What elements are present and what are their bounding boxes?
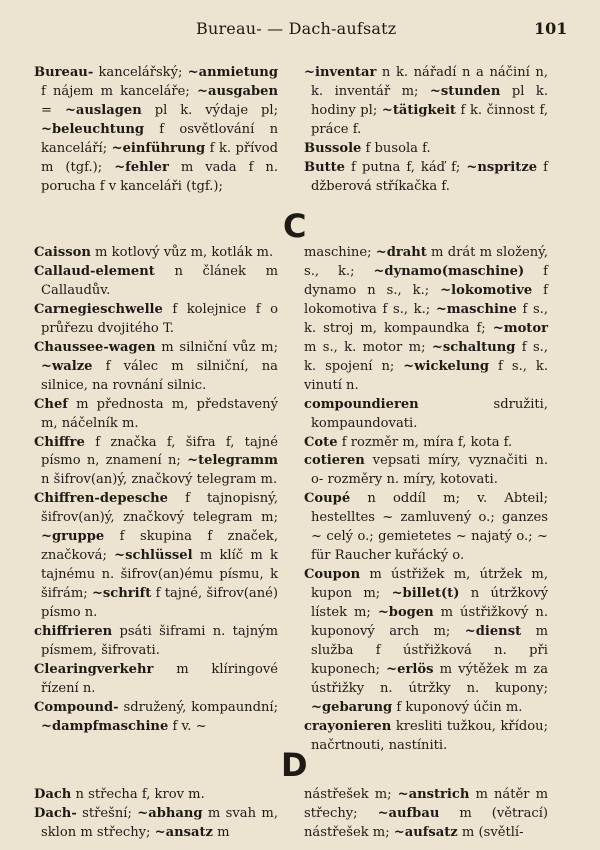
entry-text: m (větrací) nástřešek m;: [304, 805, 548, 840]
entry-text: m svah m, sklon m střechy;: [41, 805, 278, 840]
entry-text: f s., k. vinutí n.: [304, 358, 548, 393]
column-b-right: [304, 64, 548, 197]
entry-text: f kolejnice f o průřezu dvojitého T.: [41, 301, 278, 336]
entry-text: =: [41, 102, 65, 118]
entry-text: psáti šiframi n. tajným písmem, šifrovati.: [41, 624, 278, 659]
headword: Chiffren-depesche: [34, 491, 169, 507]
dictionary-entry: [304, 140, 548, 159]
headword: Caisson: [34, 245, 91, 260]
entry-text: f rozměr m, míra f, kota f.: [337, 434, 513, 450]
headword: ~aufbau: [377, 805, 440, 821]
dictionary-entry: [304, 718, 548, 756]
headword: ~ansatz: [154, 824, 213, 840]
column-b-left: [34, 64, 278, 197]
page-header: [0, 16, 600, 40]
entry-text: m výtěžek m za ústřižky n. útržky n. kupony;: [311, 661, 548, 696]
entry-text: f osvětlování n kanceláří;: [41, 121, 278, 156]
headword: ~beleuchtung: [41, 121, 145, 137]
headword: ~dynamo(maschine): [373, 263, 525, 279]
entry-text: f k. činnost f, práce f.: [311, 102, 548, 137]
headword: Dach-: [34, 805, 77, 821]
entry-text: kresliti tužkou, křídou; načrtnouti, nastíniti.: [311, 718, 548, 753]
headword: Coupon: [304, 567, 361, 583]
headword: ~schlüssel: [114, 548, 193, 564]
column-d-left: [34, 786, 278, 843]
headword: Bureau-: [34, 65, 94, 80]
headword: Carnegieschwelle: [34, 301, 163, 317]
entry-text: kancelářský;: [93, 65, 188, 80]
running-head: Bureau- — Dach-aufsatz: [196, 19, 397, 38]
column-c-left: [34, 244, 278, 737]
entry-text: m drát m složený, s., k.;: [304, 245, 548, 279]
dictionary-entry: [304, 159, 548, 197]
headword: ~gruppe: [41, 529, 105, 545]
entry-text: vepsati míry, vyznačiti n. o- rozměry n. míry, kotovati.: [311, 453, 548, 488]
headword: Chef: [34, 396, 68, 412]
dictionary-entry: [34, 623, 278, 661]
entry-text: f válec m silniční, na silnice, na rovnání silnic.: [41, 358, 278, 393]
headword: ~gebarung: [311, 699, 393, 715]
headword: ~nspritze: [466, 159, 538, 175]
headword: Dach: [34, 787, 72, 802]
entry-text: f k. přívod m (tgf.);: [41, 140, 279, 175]
headword: ~draht: [375, 245, 427, 260]
headword: ~motor: [492, 320, 548, 336]
headword: ~maschine: [435, 301, 517, 317]
entry-text: f busola f.: [361, 140, 431, 156]
dictionary-entry: [34, 339, 278, 396]
dictionary-entry: [34, 786, 278, 805]
dictionary-entry: [304, 452, 548, 490]
headword: ~ausgaben: [197, 83, 278, 99]
entry-text: n střecha f, krov m.: [71, 787, 205, 802]
entry-text: n článek m Callaudův.: [41, 263, 278, 298]
dictionary-entry: [34, 490, 278, 623]
column-d-right: [304, 786, 548, 843]
entry-text: f putna f, káď f;: [345, 159, 467, 175]
headword: ~aufsatz: [393, 824, 458, 840]
entry-text: f v. ~: [168, 718, 207, 734]
entry-text: f s., k. spojení n;: [304, 339, 548, 374]
headword: ~tätigkeit: [381, 102, 456, 118]
entry-text: m silniční vůz m;: [155, 339, 278, 355]
headword: Chiffre: [34, 434, 85, 450]
entry-text: m: [212, 824, 230, 840]
entry-text: pl k. výdaje pl;: [141, 102, 278, 118]
dictionary-entry: [304, 490, 548, 566]
headword: ~bogen: [377, 605, 434, 621]
entry-text: m nátěr m střechy;: [304, 787, 548, 821]
dictionary-entry: [34, 805, 278, 843]
entry-text: m klíringové řízení n.: [41, 661, 278, 696]
entry-text: f tajné, šifrov(ané) písmo n.: [41, 586, 278, 621]
entry-text: m služba f ústřižková n. při kuponech;: [311, 624, 548, 677]
headword: cotieren: [304, 453, 365, 469]
headword: crayonieren: [304, 718, 392, 734]
dictionary-entry: [304, 64, 548, 140]
entry-text: n šifrov(an)ý, značkový telegram m.: [41, 472, 278, 488]
page-number: 101: [534, 19, 568, 38]
entry-text: f tajnopisný, šifrov(an)ý, značkový telegram m;: [41, 491, 278, 526]
dictionary-entry: [34, 699, 278, 737]
section-letter-d: D: [281, 746, 308, 784]
headword: ~billet(t): [391, 586, 460, 602]
entry-text: m klíč m k tajnému n. šifrov(an)ému písmu, k šifrám;: [41, 548, 278, 602]
headword: Coupé: [304, 491, 351, 507]
headword: ~einführung: [111, 140, 206, 156]
entry-text: sdružiti, kompaundovati.: [311, 396, 548, 431]
dictionary-entry: [304, 566, 548, 718]
headword: ~telegramm: [187, 453, 278, 469]
headword: ~anmietung: [187, 65, 278, 80]
entry-text: maschine;: [304, 245, 376, 260]
entry-text: m vada f n. porucha f v kanceláři (tgf.);: [41, 159, 278, 194]
headword: Butte: [304, 159, 346, 175]
dictionary-entry: [34, 396, 278, 434]
headword: ~abhang: [137, 805, 203, 821]
entry-text: m s., k. motor m;: [304, 339, 432, 355]
headword: Clearingverkehr: [34, 661, 154, 677]
entry-text: f kuponový účin m.: [392, 699, 523, 715]
entry-text: střešní;: [76, 805, 138, 821]
headword: chiffrieren: [34, 624, 113, 640]
headword: Cote: [304, 434, 338, 450]
headword: ~dampfmaschine: [41, 718, 169, 734]
headword: Bussole: [304, 140, 362, 156]
column-c-right: [304, 244, 548, 756]
headword: ~auslagen: [64, 102, 142, 118]
dictionary-entry: [34, 661, 278, 699]
entry-text: f dynamo n s., k.;: [304, 263, 548, 298]
entry-text: m ústřižek m, útržek m, kupon m;: [311, 567, 548, 602]
entry-text: f lokomotiva f s., k.;: [304, 282, 548, 317]
dictionary-entry: [34, 301, 278, 339]
entry-text: f džberová stříkačka f.: [311, 159, 549, 194]
entry-text: n k. nářadí n a náčiní n, k. inventář m;: [311, 65, 548, 99]
dictionary-entry: [34, 244, 278, 263]
entry-text: f nájem m kanceláře;: [41, 83, 197, 99]
entry-text: n útržkový lístek m;: [311, 586, 548, 621]
headword: ~dienst: [464, 624, 522, 640]
dictionary-entry: [304, 786, 548, 843]
entry-text: m přednosta m, představený m, náčelník m.: [41, 396, 278, 431]
entry-text: f značka f, šifra f, tajné písmo n, znamení n;: [41, 434, 278, 469]
headword: ~schaltung: [431, 339, 516, 355]
dictionary-entry: [34, 64, 278, 197]
headword: ~fehler: [114, 159, 169, 175]
entry-text: m ústřižkový n. kuponový arch m;: [311, 605, 548, 640]
headword: ~anstrich: [397, 787, 470, 802]
entry-text: f skupina f značek, značková;: [41, 529, 278, 564]
dictionary-entry: [304, 434, 548, 453]
headword: compoundieren: [304, 396, 419, 412]
headword: ~erlös: [386, 661, 434, 677]
section-letter-c: C: [283, 207, 307, 245]
entry-text: nástřešek m;: [304, 787, 398, 802]
dictionary-entry: [304, 396, 548, 434]
dictionary-entry: [34, 434, 278, 491]
headword: ~schrift: [91, 586, 152, 602]
headword: ~lokomotive: [440, 282, 533, 298]
dictionary-entry: [34, 263, 278, 301]
entry-text: m (světlí-: [457, 824, 524, 840]
headword: ~wickelung: [403, 358, 490, 374]
headword: ~inventar: [304, 65, 377, 80]
headword: Compound-: [34, 699, 119, 715]
headword: ~stunden: [429, 83, 501, 99]
headword: ~walze: [41, 358, 93, 374]
entry-text: pl k. hodiny pl;: [311, 83, 548, 118]
headword: Callaud-element: [34, 263, 155, 279]
entry-text: f s., k. stroj m, kompaundka f;: [304, 301, 549, 336]
entry-text: n oddíl m; v. Abteil; hestelltes ~ zamluvený o.; ganzes ~ celý o.; gemietetes ~ najatý o.; ~ für Raucher kuřácký o.: [311, 491, 548, 564]
entry-text: sdružený, kompaundní;: [118, 699, 278, 715]
headword: Chaussee-wagen: [34, 339, 156, 355]
dictionary-entry: [304, 244, 548, 396]
entry-text: m kotlový vůz m, kotlák m.: [90, 245, 274, 260]
